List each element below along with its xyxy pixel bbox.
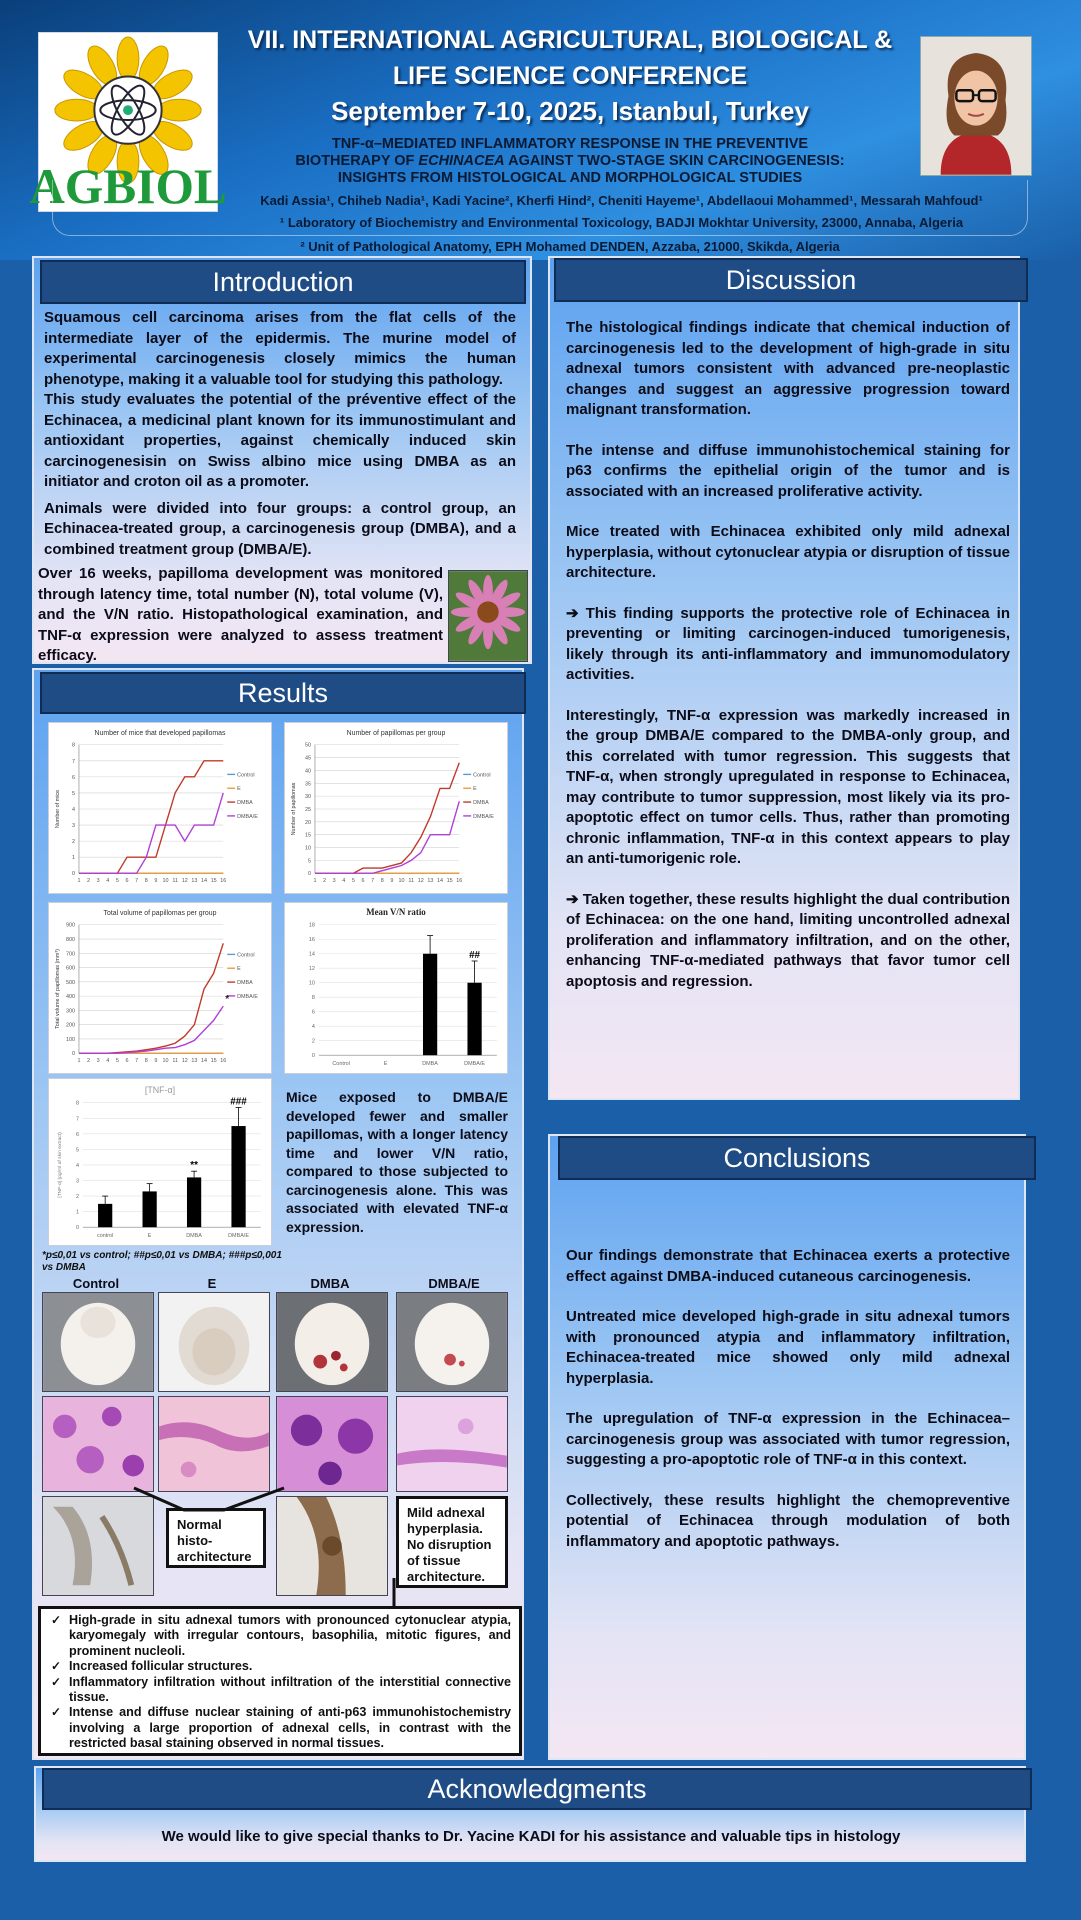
- legend-label: DMBA/E: [237, 993, 258, 1000]
- discussion-panel: [548, 256, 1020, 1100]
- legend-label: Control: [237, 772, 255, 779]
- discussion-paragraph-3: Mice treated with Echinacea exhibited only mild adnexal hyperplasia, without cytonuclear atypia or disruption of tissue architecture.: [566, 523, 1010, 581]
- paper-title-2b: ECHINACEA: [418, 153, 505, 169]
- y-tick-label: 3: [75, 1178, 79, 1185]
- intro-paragraph-1: Squamous cell carcinoma arises from the flat cells of the intermediate layer of the epidermis. The murine model of experimental carcinogenesis closely mimics the human phenotype, making it a valuable tool for studying this pathology.: [44, 309, 516, 388]
- y-tick-label: 8: [75, 1100, 79, 1107]
- bar-control: [98, 1204, 112, 1227]
- series-line-dmbae: [79, 1006, 223, 1053]
- significance-mark: ###: [230, 1096, 247, 1108]
- x-tick-label: 1: [77, 1058, 81, 1065]
- legend-label: DMBA: [237, 980, 253, 987]
- x-tick-label: 6: [125, 1058, 129, 1065]
- y-tick-label: 900: [65, 922, 75, 929]
- bar-e: [143, 1191, 157, 1227]
- y-tick-label: 0: [75, 1225, 79, 1232]
- legend-label: DMBA: [237, 800, 253, 807]
- paper-title-line-2: [230, 153, 910, 170]
- x-tick-label: 12: [181, 878, 188, 885]
- x-tick-label: 3: [96, 1058, 100, 1065]
- y-axis-label: Number of mice: [55, 789, 62, 829]
- x-tick-label: 13: [191, 1058, 198, 1065]
- x-tick-label: DMBA/E: [464, 1061, 485, 1068]
- series-line-dmbae: [315, 801, 459, 873]
- x-tick-label: 5: [115, 878, 119, 885]
- y-tick-label: 5: [307, 858, 311, 865]
- conclusions-paragraph-4: Collectively, these results highlight the chemopreventive potential of Echinacea through modulation of both inflammatory and apoptotic pathways.: [566, 1491, 1010, 1550]
- finding-item: ✓ High-grade in situ adnexal tumors with pronounced cytonuclear atypia, karyomegaly with irregular contours, basophilia, mitotic figures, and prominent nucleoli.: [49, 1613, 511, 1659]
- y-tick-label: 4: [75, 1162, 79, 1169]
- y-tick-label: 45: [304, 755, 311, 762]
- x-tick-label: control: [97, 1233, 114, 1240]
- x-tick-label: DMBA: [422, 1061, 438, 1068]
- x-tick-label: 5: [115, 1058, 119, 1065]
- bar-dmba: [423, 954, 437, 1055]
- conference-date-location: September 7-10, 2025, Istanbul, Turkey: [331, 96, 809, 126]
- y-axis-label: Total volume of papillomas (mm³): [55, 949, 62, 1029]
- y-tick-label: 3: [71, 823, 75, 830]
- y-tick-label: 4: [311, 1024, 315, 1031]
- group-label-dmba: DMBA: [310, 1276, 350, 1291]
- x-tick-label: 4: [106, 878, 110, 885]
- legend-label: E: [237, 966, 241, 973]
- x-tick-label: 9: [390, 878, 394, 885]
- chart-vn-ratio: [284, 902, 508, 1074]
- mouse-photo-control: [42, 1292, 154, 1392]
- histology-control: [42, 1396, 154, 1492]
- mouse-photo-e: [158, 1292, 270, 1392]
- finding-item: ✓ Inflammatory infiltration without infiltration of the interstitial connective tissue.: [49, 1675, 511, 1706]
- chart-tnf-alpha: [48, 1078, 272, 1246]
- y-tick-label: 100: [65, 1036, 75, 1043]
- x-tick-label: 11: [172, 1058, 178, 1065]
- y-tick-label: 300: [65, 1008, 75, 1015]
- x-tick-label: 7: [135, 1058, 139, 1065]
- intro-paragraph-3: Animals were divided into four groups: a control group, an Echinacea-treated group, a carcinogenesis group (DMBA), and a combined treatment group (DMBA/E).: [44, 499, 516, 558]
- series-line-dmba: [315, 763, 459, 874]
- y-tick-label: 15: [304, 832, 311, 839]
- x-tick-label: 8: [380, 878, 384, 885]
- x-tick-label: 16: [456, 878, 463, 885]
- bar-dmbae: [231, 1126, 245, 1227]
- y-tick-label: 30: [304, 794, 311, 801]
- x-tick-label: 10: [398, 878, 405, 885]
- y-tick-label: 5: [75, 1147, 79, 1154]
- significance-mark: **: [190, 1160, 198, 1172]
- affiliation-2: ² Unit of Pathological Anatomy, EPH Mohamed DENDEN, Azzaba, 21000, Skikda, Algeria: [300, 239, 840, 254]
- y-axis-label: [TNF-α] (pg/ml of skin extract): [58, 1132, 64, 1198]
- y-tick-label: 2: [71, 839, 75, 846]
- conclusions-paragraph-3: The upregulation of TNF-α expression in the Echinacea–carcinogenesis group was associated with tumor regression, suggesting a pro-apoptotic role of TNF-α in this context.: [566, 1410, 1010, 1468]
- y-tick-label: 6: [71, 774, 75, 781]
- x-tick-label: 13: [191, 878, 198, 885]
- y-tick-label: 35: [304, 781, 311, 788]
- conference-title: VII. INTERNATIONAL AGRICULTURAL, BIOLOGICAL &: [247, 26, 893, 54]
- finding-item: ✓ Increased follicular structures.: [49, 1659, 511, 1674]
- y-axis-label: Number of papillomas: [291, 782, 298, 836]
- x-tick-label: E: [383, 1061, 388, 1068]
- histology-findings-list: [38, 1606, 522, 1756]
- y-tick-label: 7: [71, 758, 75, 765]
- x-tick-label: 2: [87, 878, 91, 885]
- y-tick-label: 6: [311, 1009, 315, 1016]
- introduction-heading: Introduction: [40, 260, 526, 304]
- y-tick-label: 2: [311, 1038, 315, 1045]
- author-photo: [920, 36, 1032, 176]
- x-tick-label: 2: [87, 1058, 91, 1065]
- x-tick-label: 6: [125, 878, 129, 885]
- paper-title-line-3: INSIGHTS FROM HISTOLOGICAL AND MORPHOLOGICAL STUDIES: [337, 170, 803, 186]
- paper-title-line-1: TNF-α–MEDIATED INFLAMMATORY RESPONSE IN THE PREVENTIVE: [331, 136, 809, 152]
- y-tick-label: 600: [65, 965, 75, 972]
- y-tick-label: 20: [304, 819, 311, 826]
- x-tick-label: 14: [200, 1058, 208, 1065]
- x-tick-label: 13: [427, 878, 434, 885]
- series-line-dmba: [79, 943, 223, 1053]
- callout-normal-histoarchitecture: Normal histo-architecture: [166, 1508, 266, 1568]
- chart-title: Number of papillomas per group: [346, 729, 446, 737]
- conclusions-heading: Conclusions: [558, 1136, 1036, 1180]
- y-tick-label: 6: [75, 1131, 79, 1138]
- discussion-paragraph-5: Interestingly, TNF-α expression was markedly increased in the group DMBA/E compared to the DMBA-only group, and this correlated with tumor regression. This suggests that TNF-α, when strongly upregulated in response to Echinacea, may contribute to tumor suppression, most likely via its pro-apoptotic effect on tumor cells. Thus, rather than promoting chronic inflammation, TNF-α in this context appears to play an anti-tumorigenic role.: [566, 706, 1010, 867]
- y-tick-label: 8: [311, 995, 315, 1002]
- chart-title: [TNF-α]: [144, 1084, 176, 1095]
- x-tick-label: Control: [332, 1061, 350, 1068]
- x-tick-label: 1: [77, 878, 81, 885]
- introduction-panel: [32, 256, 532, 664]
- x-tick-label: 7: [371, 878, 375, 885]
- discussion-paragraph-6: ➔ Taken together, these results highlight the dual contribution of Echinacea: on the one hand, limiting uncontrolled adnexal proliferation and inflammatory infiltration, and on the other, enhancing TNF-α-mediated pathways that favor tumor cell apoptosis and regression.: [566, 890, 1010, 990]
- y-tick-label: 25: [304, 806, 311, 813]
- group-label-control: Control: [72, 1276, 120, 1291]
- x-tick-label: 15: [210, 1058, 217, 1065]
- y-tick-label: 0: [307, 871, 311, 878]
- x-tick-label: 16: [220, 1058, 227, 1065]
- finding-item: ✓ Intense and diffuse nuclear staining of anti-p63 immunohistochemistry involving a large proportion of adnexal cells, in contrast with the restricted basal staining observed in normal tissues.: [49, 1705, 511, 1751]
- x-tick-label: 1: [313, 878, 317, 885]
- y-tick-label: 0: [311, 1053, 315, 1060]
- acknowledgments-text: We would like to give special thanks to Dr. Yacine KADI for his assistance and valuable tips in histology: [161, 1828, 901, 1845]
- results-heading: Results: [40, 672, 526, 714]
- y-tick-label: 8: [71, 742, 75, 749]
- y-tick-label: 12: [308, 966, 315, 973]
- legend-label: DMBA/E: [473, 813, 494, 820]
- y-tick-label: 400: [65, 994, 75, 1001]
- mouse-photo-dmba: [276, 1292, 388, 1392]
- x-tick-label: E: [147, 1233, 152, 1240]
- legend-label: Control: [237, 952, 255, 959]
- legend-label: E: [473, 786, 477, 793]
- legend-label: Control: [473, 772, 491, 779]
- discussion-paragraph-2: The intense and diffuse immunohistochemical staining for p63 confirms the epithelial origin of the tumor and is associated with an increased proliferative activity.: [566, 441, 1010, 500]
- chart-title: Mean V/N ratio: [366, 906, 426, 917]
- y-tick-label: 10: [308, 980, 315, 987]
- chart-total-volume: [48, 902, 272, 1074]
- x-tick-label: 11: [172, 878, 178, 885]
- discussion-heading: Discussion: [554, 258, 1028, 302]
- x-tick-label: 2: [323, 878, 327, 885]
- x-tick-label: DMBA: [186, 1233, 202, 1240]
- y-tick-label: 1: [75, 1209, 79, 1216]
- paper-title-2c: AGAINST TWO-STAGE SKIN CARCINOGENESIS:: [504, 153, 845, 169]
- conclusions-panel: [548, 1134, 1026, 1760]
- acknowledgments-panel: [34, 1766, 1026, 1862]
- series-line-dmba: [79, 761, 223, 873]
- conference-title-2: LIFE SCIENCE CONFERENCE: [392, 62, 748, 90]
- callout-pointer-normal: [134, 1486, 304, 1516]
- affiliation-1: ¹ Laboratory of Biochemistry and Environmental Toxicology, BADJI Mokhtar University, 23000, Annaba, Algeria: [279, 215, 964, 230]
- y-tick-label: 200: [65, 1022, 75, 1029]
- intro-paragraph-2: This study evaluates the potential of the préventive effect of the Echinacea, a medicinal plant known for its immunostimulant and antioxidant properties, against chemically induced skin carcinogenesisin on Swiss albino mice using DMBA as an initiator and croton oil as a promoter.: [44, 391, 516, 490]
- callout-mild-hyperplasia: Mild adnexal hyperplasia. No disruption of tissue architecture.: [396, 1496, 508, 1588]
- group-label-dmba-e: DMBA/E: [428, 1276, 480, 1291]
- y-tick-label: 5: [71, 790, 75, 797]
- y-tick-label: 0: [71, 871, 75, 878]
- histology-dmba-e: [396, 1396, 508, 1492]
- y-tick-label: 500: [65, 979, 75, 986]
- significance-mark: *: [225, 994, 230, 1006]
- chart-title: Total volume of papillomas per group: [103, 909, 217, 917]
- conclusions-paragraph-2: Untreated mice developed high-grade in situ adnexal tumors with pronounced atypia and inflammatory infiltration, Echinacea-treated mice showed only mild adnexal hyperplasia.: [566, 1308, 1010, 1387]
- series-line-dmbae: [79, 793, 223, 873]
- y-tick-label: 50: [304, 742, 311, 749]
- y-tick-label: 14: [308, 951, 315, 958]
- group-label-e: E: [207, 1276, 217, 1291]
- histology-e: [158, 1396, 270, 1492]
- x-tick-label: 4: [342, 878, 346, 885]
- conclusions-paragraph-1: Our findings demonstrate that Echinacea exerts a protective effect against DMBA-induced cutaneous carcinogenesis.: [566, 1247, 1010, 1285]
- chart-mice-papillomas: [48, 722, 272, 894]
- x-tick-label: 14: [436, 878, 444, 885]
- x-tick-label: 3: [332, 878, 336, 885]
- y-tick-label: 700: [65, 951, 75, 958]
- x-tick-label: 11: [408, 878, 414, 885]
- x-tick-label: 9: [154, 878, 158, 885]
- paper-title: [230, 136, 910, 187]
- results-footnote: *p≤0,01 vs control; ##p≤0,01 vs DMBA; ###p≤0,001 vs DMBA: [42, 1250, 282, 1273]
- echinacea-flower-photo: [448, 570, 528, 662]
- x-tick-label: 8: [144, 1058, 148, 1065]
- x-tick-label: 7: [135, 878, 139, 885]
- y-tick-label: 4: [71, 806, 75, 813]
- x-tick-label: 10: [162, 1058, 169, 1065]
- y-tick-label: 7: [75, 1116, 79, 1123]
- y-tick-label: 18: [308, 922, 315, 929]
- x-tick-label: 16: [220, 878, 227, 885]
- x-tick-label: DMBA/E: [228, 1233, 249, 1240]
- x-tick-label: 12: [181, 1058, 188, 1065]
- x-tick-label: 4: [106, 1058, 110, 1065]
- x-tick-label: 10: [162, 878, 169, 885]
- legend-label: DMBA/E: [237, 813, 258, 820]
- paper-title-2a: BIOTHERAPY OF: [295, 153, 419, 169]
- y-tick-label: 40: [304, 768, 311, 775]
- legend-label: E: [237, 786, 241, 793]
- x-tick-label: 15: [446, 878, 453, 885]
- x-tick-label: 5: [351, 878, 355, 885]
- x-tick-label: 6: [361, 878, 365, 885]
- discussion-paragraph-4: ➔ This finding supports the protective role of Echinacea in preventing or limiting carcinogen-induced tumorigenesis, likely through its anti-inflammatory and immunomodulatory activities.: [566, 604, 1010, 683]
- x-tick-label: 14: [200, 878, 208, 885]
- results-summary: Mice exposed to DMBA/E developed fewer and smaller papillomas, with a longer latency time and lower V/N ratio, compared to those subjected to carcinogenesis alone. This was associated with elevated TNF-α expression.: [286, 1089, 508, 1235]
- x-tick-label: 9: [154, 1058, 158, 1065]
- authors: Kadi Assia¹, Chiheb Nadia¹, Kadi Yacine², Kherfi Hind², Cheniti Hayeme¹, Abdellaoui Mohammed¹, Messarah Mahfoud¹: [260, 193, 983, 208]
- intro-paragraph-4: Over 16 weeks, papilloma development was monitored through latency time, total number (N), total volume (V), and the V/N ratio. Histopathological examination, and TNF-α expression were analyzed to assess treatment efficacy.: [38, 565, 443, 664]
- chart-number-papillomas: [284, 722, 508, 894]
- y-tick-label: 16: [308, 937, 315, 944]
- logo-text: AGBIOL: [29, 159, 227, 215]
- mouse-photo-dmba-e: [396, 1292, 508, 1392]
- chart-title: Number of mice that developed papillomas: [94, 729, 226, 737]
- histology-dmba: [276, 1396, 388, 1492]
- legend-label: DMBA: [473, 800, 489, 807]
- x-tick-label: 15: [210, 878, 217, 885]
- bar-dmbae: [467, 983, 481, 1055]
- y-tick-label: 0: [71, 1051, 75, 1058]
- acknowledgments-heading: Acknowledgments: [42, 1768, 1032, 1810]
- results-panel: [32, 668, 524, 1760]
- x-tick-label: 8: [144, 878, 148, 885]
- y-tick-label: 1: [71, 855, 75, 862]
- y-tick-label: 10: [304, 845, 311, 852]
- y-tick-label: 800: [65, 936, 75, 943]
- discussion-paragraph-1: The histological findings indicate that chemical induction of carcinogenesis led to the development of high-grade in situ adnexal tumors consistent with advanced pre-neoplastic changes and suggest an aggressive progression toward malignant transformation.: [566, 319, 1010, 418]
- bar-dmba: [187, 1177, 201, 1227]
- y-tick-label: 2: [75, 1194, 79, 1201]
- x-tick-label: 3: [96, 878, 100, 885]
- x-tick-label: 12: [417, 878, 424, 885]
- significance-mark: ##: [469, 950, 481, 962]
